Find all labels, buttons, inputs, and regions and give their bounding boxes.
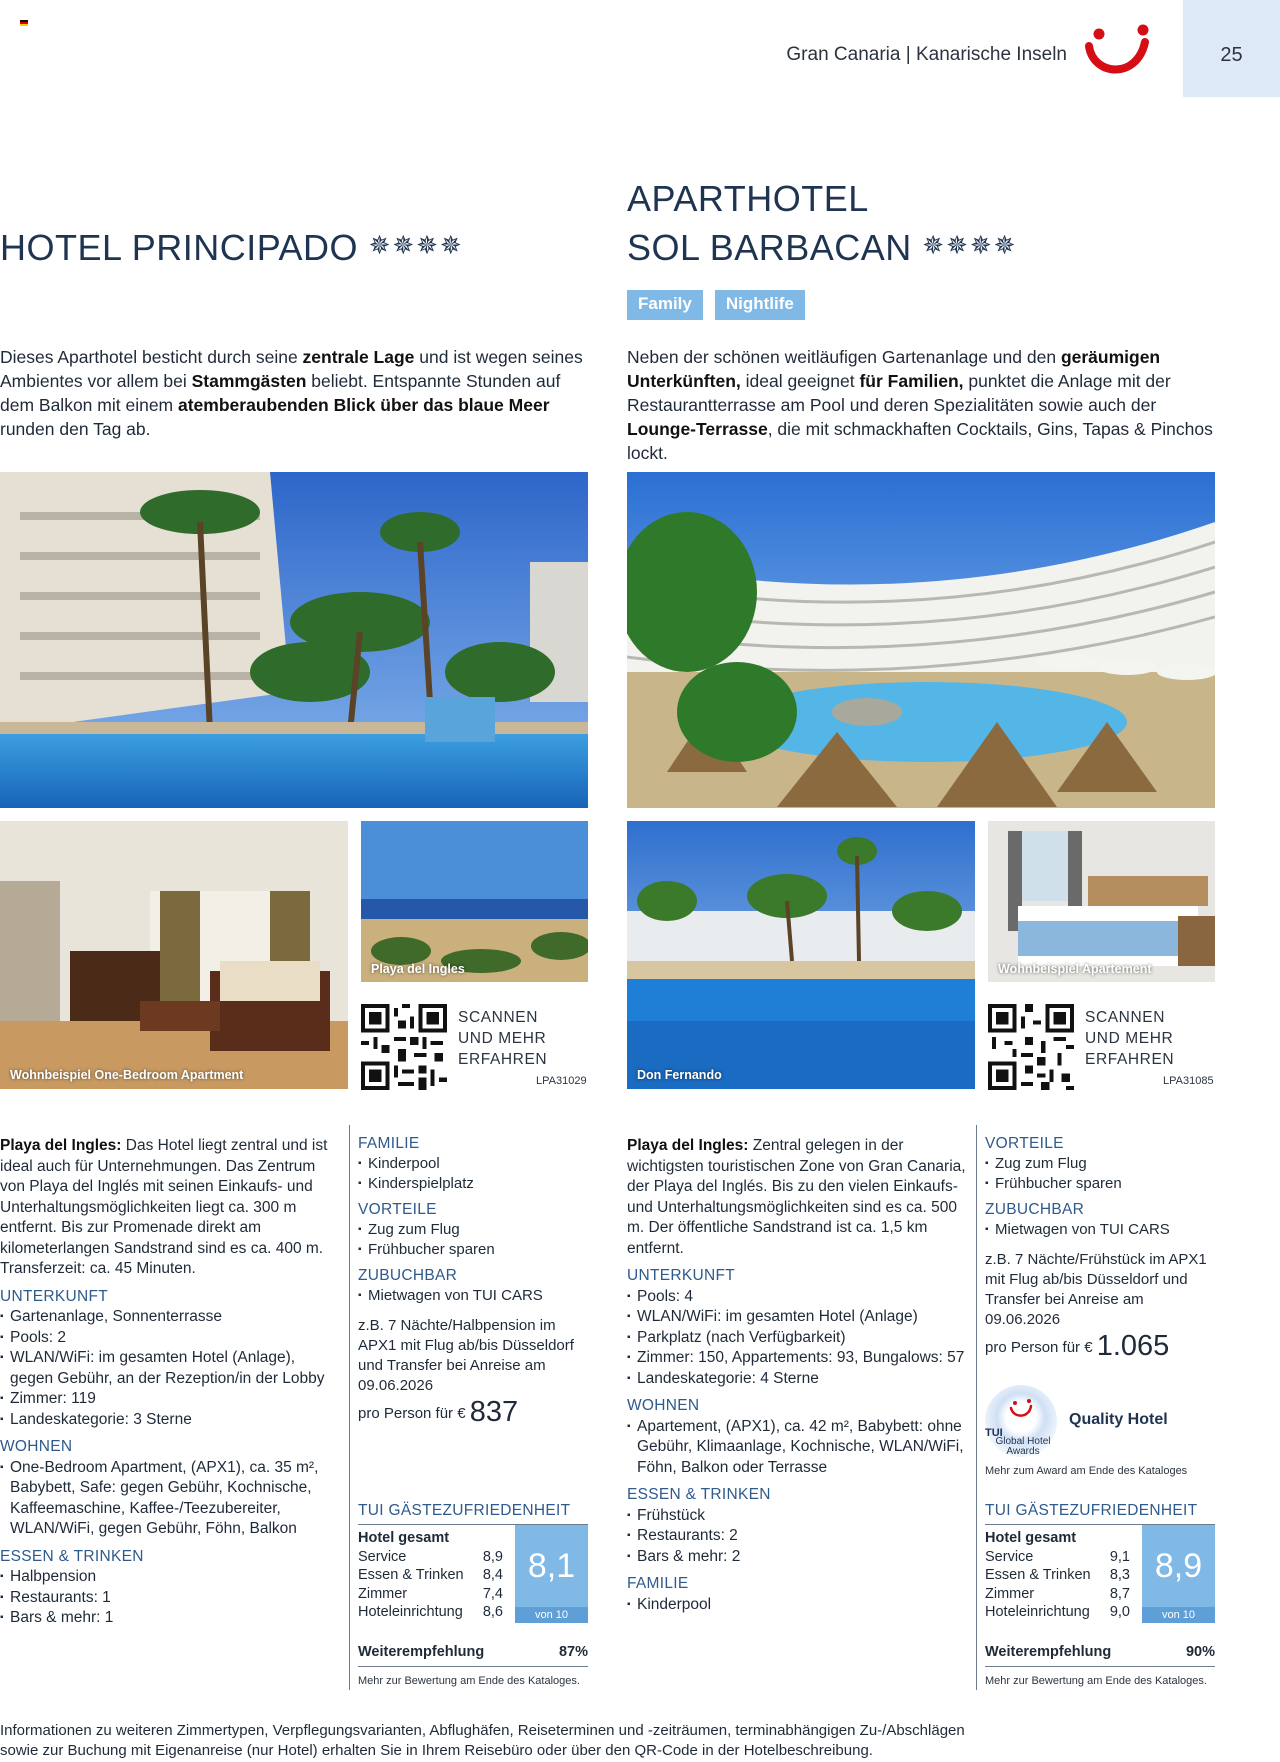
rating-label: Essen & Trinken: [358, 1567, 464, 1583]
section-heading: ZUBUCHBAR: [358, 1267, 458, 1284]
page-header-title: Gran Canaria | Kanarische Inseln: [786, 44, 1067, 65]
barbacan-rating: [985, 1502, 1215, 1687]
rating-row: [358, 1566, 503, 1585]
section-list: [627, 1417, 967, 1479]
score-value: 8,1: [527, 1547, 576, 1585]
location-label: Playa del Ingles:: [0, 1137, 122, 1154]
rating-value: 8,7: [1109, 1585, 1130, 1602]
section-list: [627, 1506, 967, 1568]
photo-caption: Wohnbeispiel Apartement: [998, 962, 1152, 976]
facility-sections: [0, 1287, 340, 1629]
section-list: [358, 1154, 588, 1194]
scan-line: ERFAHREN: [458, 1051, 548, 1068]
qr-code-icon[interactable]: [361, 1004, 447, 1090]
photo-caption: Don Fernando: [637, 1068, 722, 1082]
rating-label: Zimmer: [985, 1585, 1035, 1602]
list-item: ▪ WLAN/WiFi: im gesamten Hotel (Anlage), gegen Gebühr, an der Rezeption/in der Lobby: [0, 1348, 340, 1389]
hotel-intro: Dieses Aparthotel besticht durch seine zentrale Lage und ist wegen seines Ambientes vor allem bei Stammgästen beliebt. Entspannte Stunden auf dem Balkon mit einem atemberaubenden Blick über das blaue Meer runden den Tag ab.: [0, 347, 583, 439]
hotel-principado-column: [0, 0, 588, 1762]
rating-label: Service: [985, 1548, 1034, 1565]
list-item: ▪ Pools: 2: [0, 1328, 340, 1349]
hotel-name: HOTEL PRINCIPADO: [0, 227, 359, 268]
photo-caption: Playa del Ingles: [371, 962, 465, 976]
stars-rating: ✵✵✵✵: [922, 230, 1018, 260]
hotel-name-line-2: SOL BARBACAN: [627, 227, 912, 268]
list-item: ▪ Landeskategorie: 4 Sterne: [627, 1369, 967, 1390]
list-item: ▪ Apartement, (APX1), ca. 42 m², Babybett: ohne Gebühr, Klimaanlage, Kochnische, WLAN/WiFi, Föhn, Balkon oder Terrasse: [627, 1417, 967, 1479]
rating-label: Service: [358, 1548, 407, 1565]
apartment-photo: [0, 821, 348, 1089]
rating-value: 8,4: [482, 1567, 503, 1583]
score-value: 8,9: [1154, 1547, 1203, 1585]
sol-barbacan-column: [627, 0, 1215, 1762]
rating-table: [358, 1524, 588, 1622]
section-heading: WOHNEN: [627, 1397, 700, 1414]
rating-table: [985, 1524, 1215, 1622]
price-value: 837: [469, 1396, 519, 1428]
scan-line: ERFAHREN: [1085, 1051, 1175, 1068]
rating-row: [358, 1585, 503, 1604]
facility-sections: [627, 1266, 967, 1615]
section-heading: ESSEN & TRINKEN: [627, 1486, 771, 1503]
list-item: ▪ Zimmer: 150, Appartements: 93, Bungalows: 57: [627, 1348, 967, 1369]
rating-row: [358, 1603, 503, 1622]
list-item: ▪ Landeskategorie: 3 Sterne: [0, 1410, 340, 1431]
location-body: Das Hotel liegt zentral und ist ideal auch für Unternehmungen. Das Zentrum von Playa del Inglés mit seinen Einkaufs- und Unterhaltungsmöglichkeiten liegt ca. 300 m entfernt. Bis zur Promenade direkt am kilometerlangen Sandstrand sind es ca. 400 m. Transferzeit: ca. 45 Minuten.: [0, 1137, 328, 1277]
hotel-description: [627, 1136, 967, 1615]
list-item: ▪ Kinderspielplatz: [358, 1174, 588, 1194]
award-brand: TUI: [985, 1427, 1003, 1439]
section-list: [627, 1595, 967, 1616]
price-prefix: pro Person für €: [358, 1405, 466, 1422]
list-item: ▪ Mietwagen von TUI CARS: [985, 1220, 1215, 1240]
section-heading: FAMILIE: [358, 1135, 420, 1152]
list-item: ▪ Frühbucher sparen: [358, 1240, 588, 1260]
page-number: 25: [1220, 44, 1243, 66]
rating-value: 9,1: [1109, 1548, 1130, 1565]
hotel-pool-photo: [0, 472, 588, 808]
award-subtitle: Global Hotel Awards: [995, 1436, 1051, 1457]
scan-line: SCANNEN: [1085, 1009, 1165, 1026]
rating-total-row: [358, 1529, 503, 1548]
scan-line: UND MEHR: [1085, 1030, 1174, 1047]
section-heading: FAMILIE: [627, 1575, 689, 1592]
section-heading: ZUBUCHBAR: [985, 1201, 1085, 1218]
list-item: ▪ Kinderpool: [627, 1595, 967, 1616]
section-list: [0, 1567, 340, 1629]
room-photo: [988, 821, 1215, 982]
recommendation-value: 87%: [558, 1643, 588, 1660]
list-item: ▪ Restaurants: 2: [627, 1526, 967, 1547]
section-list: [358, 1286, 588, 1306]
location-text: [0, 1136, 340, 1280]
rating-total-row: [985, 1529, 1130, 1548]
principado-side-info: [358, 1135, 588, 1428]
section-list: [358, 1220, 588, 1260]
location-label: Playa del Ingles:: [627, 1137, 749, 1154]
rating-value: 8,3: [1109, 1567, 1130, 1583]
section-heading: VORTEILE: [358, 1201, 437, 1218]
location-body: Zentral gelegen in der wichtigsten touristischen Zone von Gran Canaria, der Playa del Inglés. Bis zu den vielen Einkaufs- und Unterhaltungsmöglichkeiten sind es ca. 500 m. Der öffentliche Sandstrand ist ca. 1,5 km entfernt.: [627, 1137, 966, 1257]
rating-value: 8,6: [482, 1604, 503, 1620]
rating-value: 9,0: [1109, 1604, 1130, 1620]
rating-row: [985, 1603, 1130, 1622]
list-item: ▪ Halbpension: [0, 1567, 340, 1588]
side-sections: [358, 1134, 588, 1306]
section-heading: UNTERKUNFT: [0, 1287, 109, 1305]
beach-photo: [361, 821, 588, 982]
score-badge: [1142, 1525, 1215, 1623]
list-item: ▪ One-Bedroom Apartment, (APX1), ca. 35 m², Babybett, Safe: gegen Gebühr, Kochnische, Kaffeemaschine, Kaffee-/Teezubereiter, WLAN/WiFi, gegen Gebühr, Föhn, Balkon: [0, 1458, 340, 1540]
rating-label: Hoteleinrichtung: [985, 1604, 1090, 1620]
list-item: ▪ Kinderpool: [358, 1154, 588, 1174]
stars-rating: ✵✵✵✵: [368, 230, 464, 260]
offer-text: z.B. 7 Nächte/Frühstück im APX1 mit Flug ab/bis Düsseldorf und Transfer bei Anreise am 09.06.2026: [985, 1251, 1207, 1328]
section-heading: ESSEN & TRINKEN: [0, 1547, 144, 1565]
footer-note: Informationen zu weiteren Zimmertypen, Verpflegungsvarianten, Abflughäfen, Reiseterminen und -zeiträumen, terminabhängigen Zu-/Abschlägen sowie zur Buchung mit Eigenanreise (nur Hotel) erhalten Sie in Ihrem Reisebüro oder über den QR-Code in der Hotelbeschreibung.: [0, 1722, 965, 1759]
hotel-title: [627, 176, 1215, 271]
price-prefix: pro Person für €: [985, 1339, 1093, 1356]
rating-heading: TUI GÄSTEZUFRIEDENHEIT: [358, 1502, 571, 1519]
section-heading: VORTEILE: [985, 1135, 1064, 1152]
list-item: ▪ Gartenanlage, Sonnenterrasse: [0, 1307, 340, 1328]
score-scale: von 10: [1142, 1607, 1215, 1623]
rating-label: Zimmer: [358, 1585, 408, 1602]
section-list: [627, 1287, 967, 1390]
quality-hotel-award: [985, 1385, 1215, 1475]
section-list: [985, 1220, 1215, 1240]
award-name: Quality Hotel: [1069, 1411, 1168, 1428]
scan-line: SCANNEN: [458, 1009, 538, 1026]
rating-value: 8,9: [482, 1548, 503, 1565]
list-item: ▪ Frühstück: [627, 1506, 967, 1527]
rating-row: [985, 1566, 1130, 1585]
rating-note: Mehr zur Bewertung am Ende des Kataloges.: [358, 1674, 580, 1687]
list-item: ▪ Zug zum Flug: [358, 1220, 588, 1240]
hotel-intro: Neben der schönen weitläufigen Gartenanlage und den geräumigen Unterkünften, ideal geeignet für Familien, punktet die Anlage mit der Restaurantterrasse am Pool und deren Spezialitäten sowie auch der Lounge-Terrasse, die mit schmackhaften Cocktails, Gins, Tapas & Pinchos lockt.: [627, 347, 1213, 463]
scan-text: [458, 1007, 547, 1070]
side-sections: [985, 1134, 1215, 1240]
rating-row: [985, 1585, 1130, 1604]
hotel-tags: [627, 290, 805, 320]
list-item: ▪ Restaurants: 1: [0, 1588, 340, 1609]
list-item: ▪ WLAN/WiFi: im gesamten Hotel (Anlage): [627, 1307, 967, 1328]
section-heading: WOHNEN: [0, 1438, 73, 1455]
rating-heading: TUI GÄSTEZUFRIEDENHEIT: [985, 1502, 1198, 1519]
award-note: Mehr zum Award am Ende des Kataloges: [985, 1465, 1188, 1477]
scan-text: [1085, 1007, 1174, 1070]
list-item: ▪ Parkplatz (nach Verfügbarkeit): [627, 1328, 967, 1349]
rating-label: Essen & Trinken: [985, 1567, 1091, 1583]
list-item: ▪ Bars & mehr: 1: [0, 1608, 340, 1629]
list-item: ▪ Pools: 4: [627, 1287, 967, 1308]
section-list: [0, 1458, 340, 1540]
don-fernando-photo: [627, 821, 975, 1089]
column-divider: [349, 1125, 350, 1690]
hotel-name-line-2-wrap: [627, 222, 1215, 271]
recommendation-label: Weiterempfehlung: [985, 1643, 1112, 1660]
rating-row: [358, 1548, 503, 1567]
rating-label: Hoteleinrichtung: [358, 1604, 463, 1620]
scan-line: UND MEHR: [458, 1030, 547, 1047]
section-list: [985, 1154, 1215, 1194]
hotel-code: LPA31029: [536, 1075, 587, 1087]
location-text: [627, 1136, 967, 1259]
tag-family: Family: [627, 290, 703, 320]
qr-code-icon[interactable]: [988, 1004, 1074, 1090]
recommendation-row: [985, 1644, 1215, 1667]
photo-caption: Wohnbeispiel One-Bedroom Apartment: [10, 1068, 244, 1082]
price-line: [985, 1330, 1215, 1362]
recommendation-row: [358, 1644, 588, 1667]
column-divider: [976, 1125, 977, 1690]
hotel-name-line-1: APARTHOTEL: [627, 178, 869, 219]
rating-total-label: Hotel gesamt: [358, 1530, 450, 1546]
hotel-pool-photo: [627, 472, 1215, 808]
barbacan-side-info: [985, 1135, 1215, 1362]
offer-text: z.B. 7 Nächte/Halbpension im APX1 mit Flug ab/bis Düsseldorf und Transfer bei Anreise am 09.06.2026: [358, 1317, 574, 1394]
hotel-title: [0, 222, 588, 271]
section-heading: UNTERKUNFT: [627, 1267, 736, 1284]
rating-row: [985, 1548, 1130, 1567]
price-value: 1.065: [1096, 1330, 1170, 1362]
list-item: ▪ Frühbucher sparen: [985, 1174, 1215, 1194]
hotel-code: LPA31085: [1163, 1075, 1214, 1087]
list-item: ▪ Mietwagen von TUI CARS: [358, 1286, 588, 1306]
tag-nightlife: Nightlife: [715, 290, 805, 320]
rating-total-label: Hotel gesamt: [985, 1530, 1077, 1546]
rating-value: 7,4: [482, 1585, 503, 1602]
score-scale: von 10: [515, 1607, 588, 1623]
recommendation-value: 90%: [1185, 1643, 1215, 1660]
section-list: [0, 1307, 340, 1430]
score-badge: [515, 1525, 588, 1623]
list-item: ▪ Zimmer: 119: [0, 1389, 340, 1410]
hotel-description: [0, 1136, 340, 1629]
list-item: ▪ Bars & mehr: 2: [627, 1547, 967, 1568]
recommendation-label: Weiterempfehlung: [358, 1643, 485, 1660]
list-item: ▪ Zug zum Flug: [985, 1154, 1215, 1174]
rating-note: Mehr zur Bewertung am Ende des Kataloges.: [985, 1674, 1207, 1687]
principado-rating: [358, 1502, 588, 1687]
price-line: [358, 1396, 588, 1428]
